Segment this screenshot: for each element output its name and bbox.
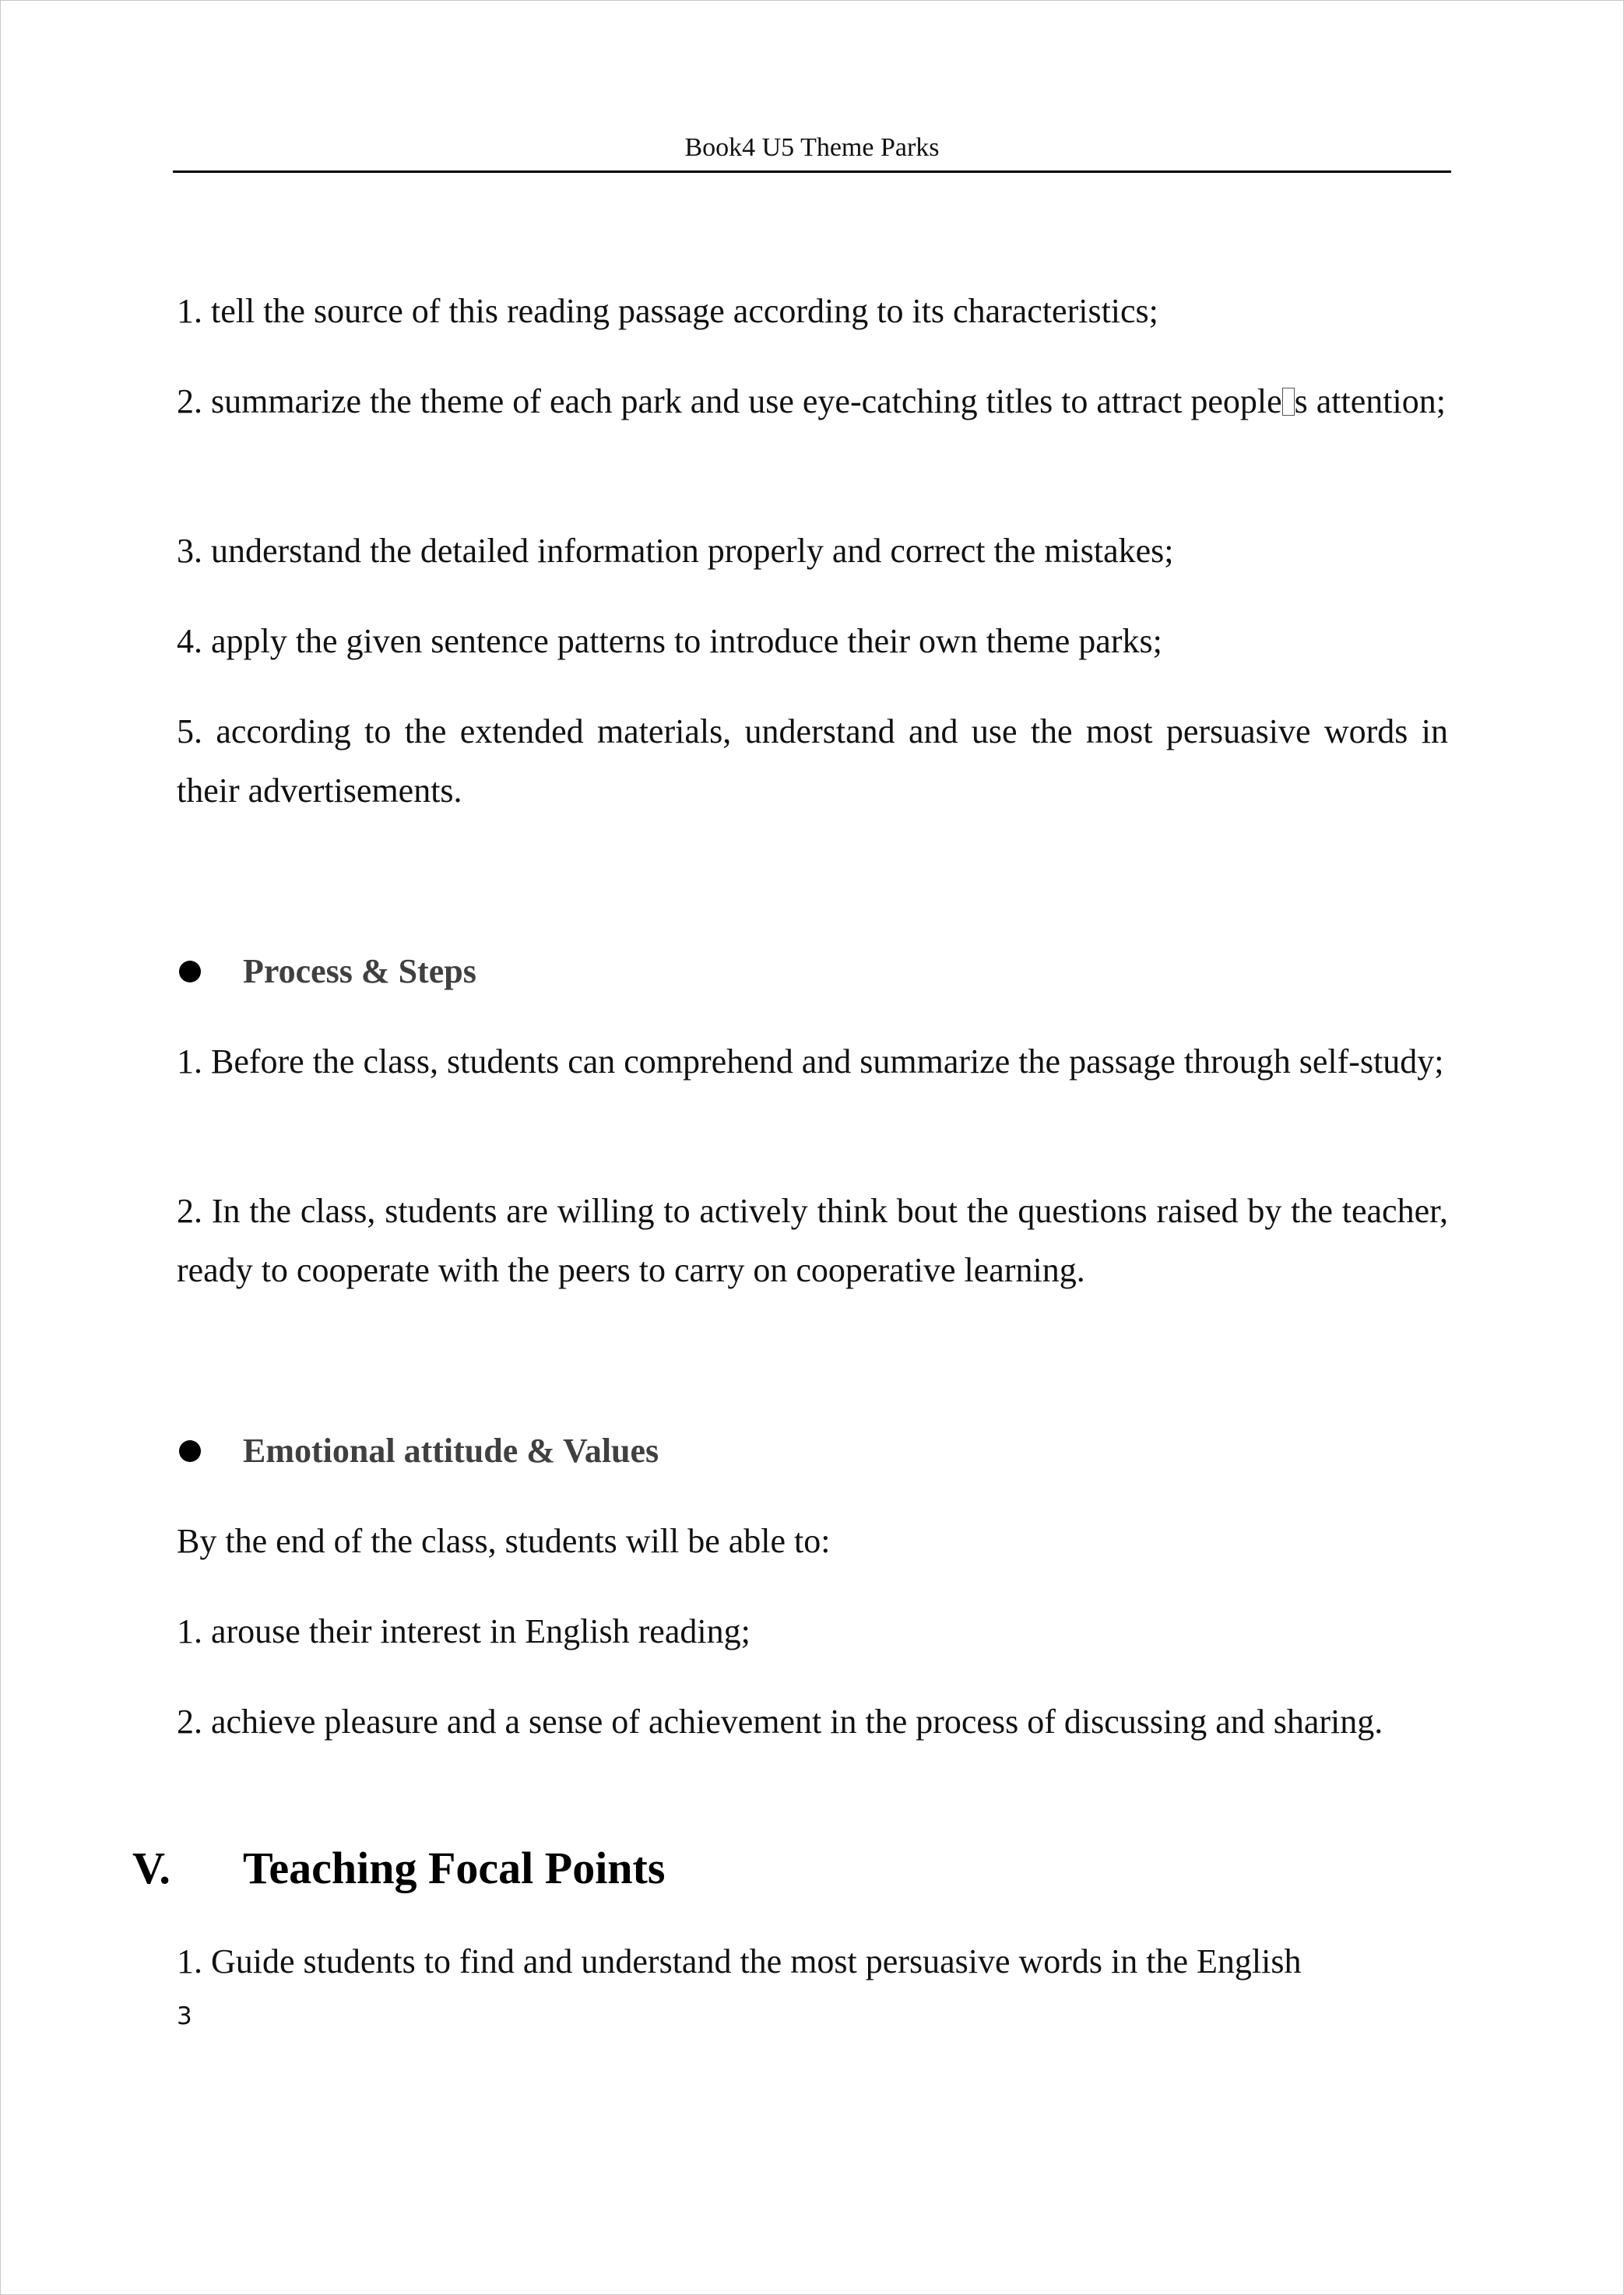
process-step-item-2: 2. In the class, students are willing to actively think bout the questions raised by the teacher, ready to cooperate with the peers to carry on cooperative learning.	[177, 1192, 1448, 1289]
emotional-attitude-item-2: 2. achieve pleasure and a sense of achievement in the process of discussing and sharing.	[177, 1703, 1383, 1741]
bullet-dot-icon	[179, 1440, 201, 1462]
focal-point-item-1: 1. Guide students to find and understand the most persuasive words in the English	[177, 1942, 1302, 1980]
objective-item-2-tail: s attention;	[1294, 382, 1446, 420]
objective-item-1: 1. tell the source of this reading passage according to its characteristics;	[177, 292, 1158, 330]
objective-item-4: 4. apply the given sentence patterns to introduce their own theme parks;	[177, 622, 1162, 660]
missing-glyph-box	[1282, 388, 1295, 416]
section-v-title: Teaching Focal Points	[243, 1843, 666, 1893]
objective-item-3: 3. understand the detailed information properly and correct the mistakes;	[177, 532, 1174, 570]
process-steps-heading-text: Process & Steps	[243, 952, 476, 990]
objective-item-2	[177, 372, 1448, 431]
emotional-attitude-item-1: 1. arouse their interest in English reading;	[177, 1612, 750, 1650]
section-v-number: V.	[132, 1843, 170, 1893]
page-number: 3	[177, 2002, 192, 2030]
process-step-item-1: 1. Before the class, students can comprehend and summarize the passage through self-study;	[177, 1042, 1444, 1081]
page-header: Book4 U5 Theme Parks	[684, 133, 940, 162]
bullet-dot-icon	[179, 961, 201, 982]
objective-item-5: 5. according to the extended materials, understand and use the most persuasive words in their advertisements.	[177, 712, 1448, 810]
objective-item-2-text: 2. summarize the theme of each park and use eye-catching titles to attract people	[177, 382, 1282, 420]
emotional-attitude-intro: By the end of the class, students will be able to:	[177, 1522, 831, 1560]
header-divider	[173, 170, 1451, 173]
emotional-attitude-heading-text: Emotional attitude & Values	[243, 1432, 659, 1470]
